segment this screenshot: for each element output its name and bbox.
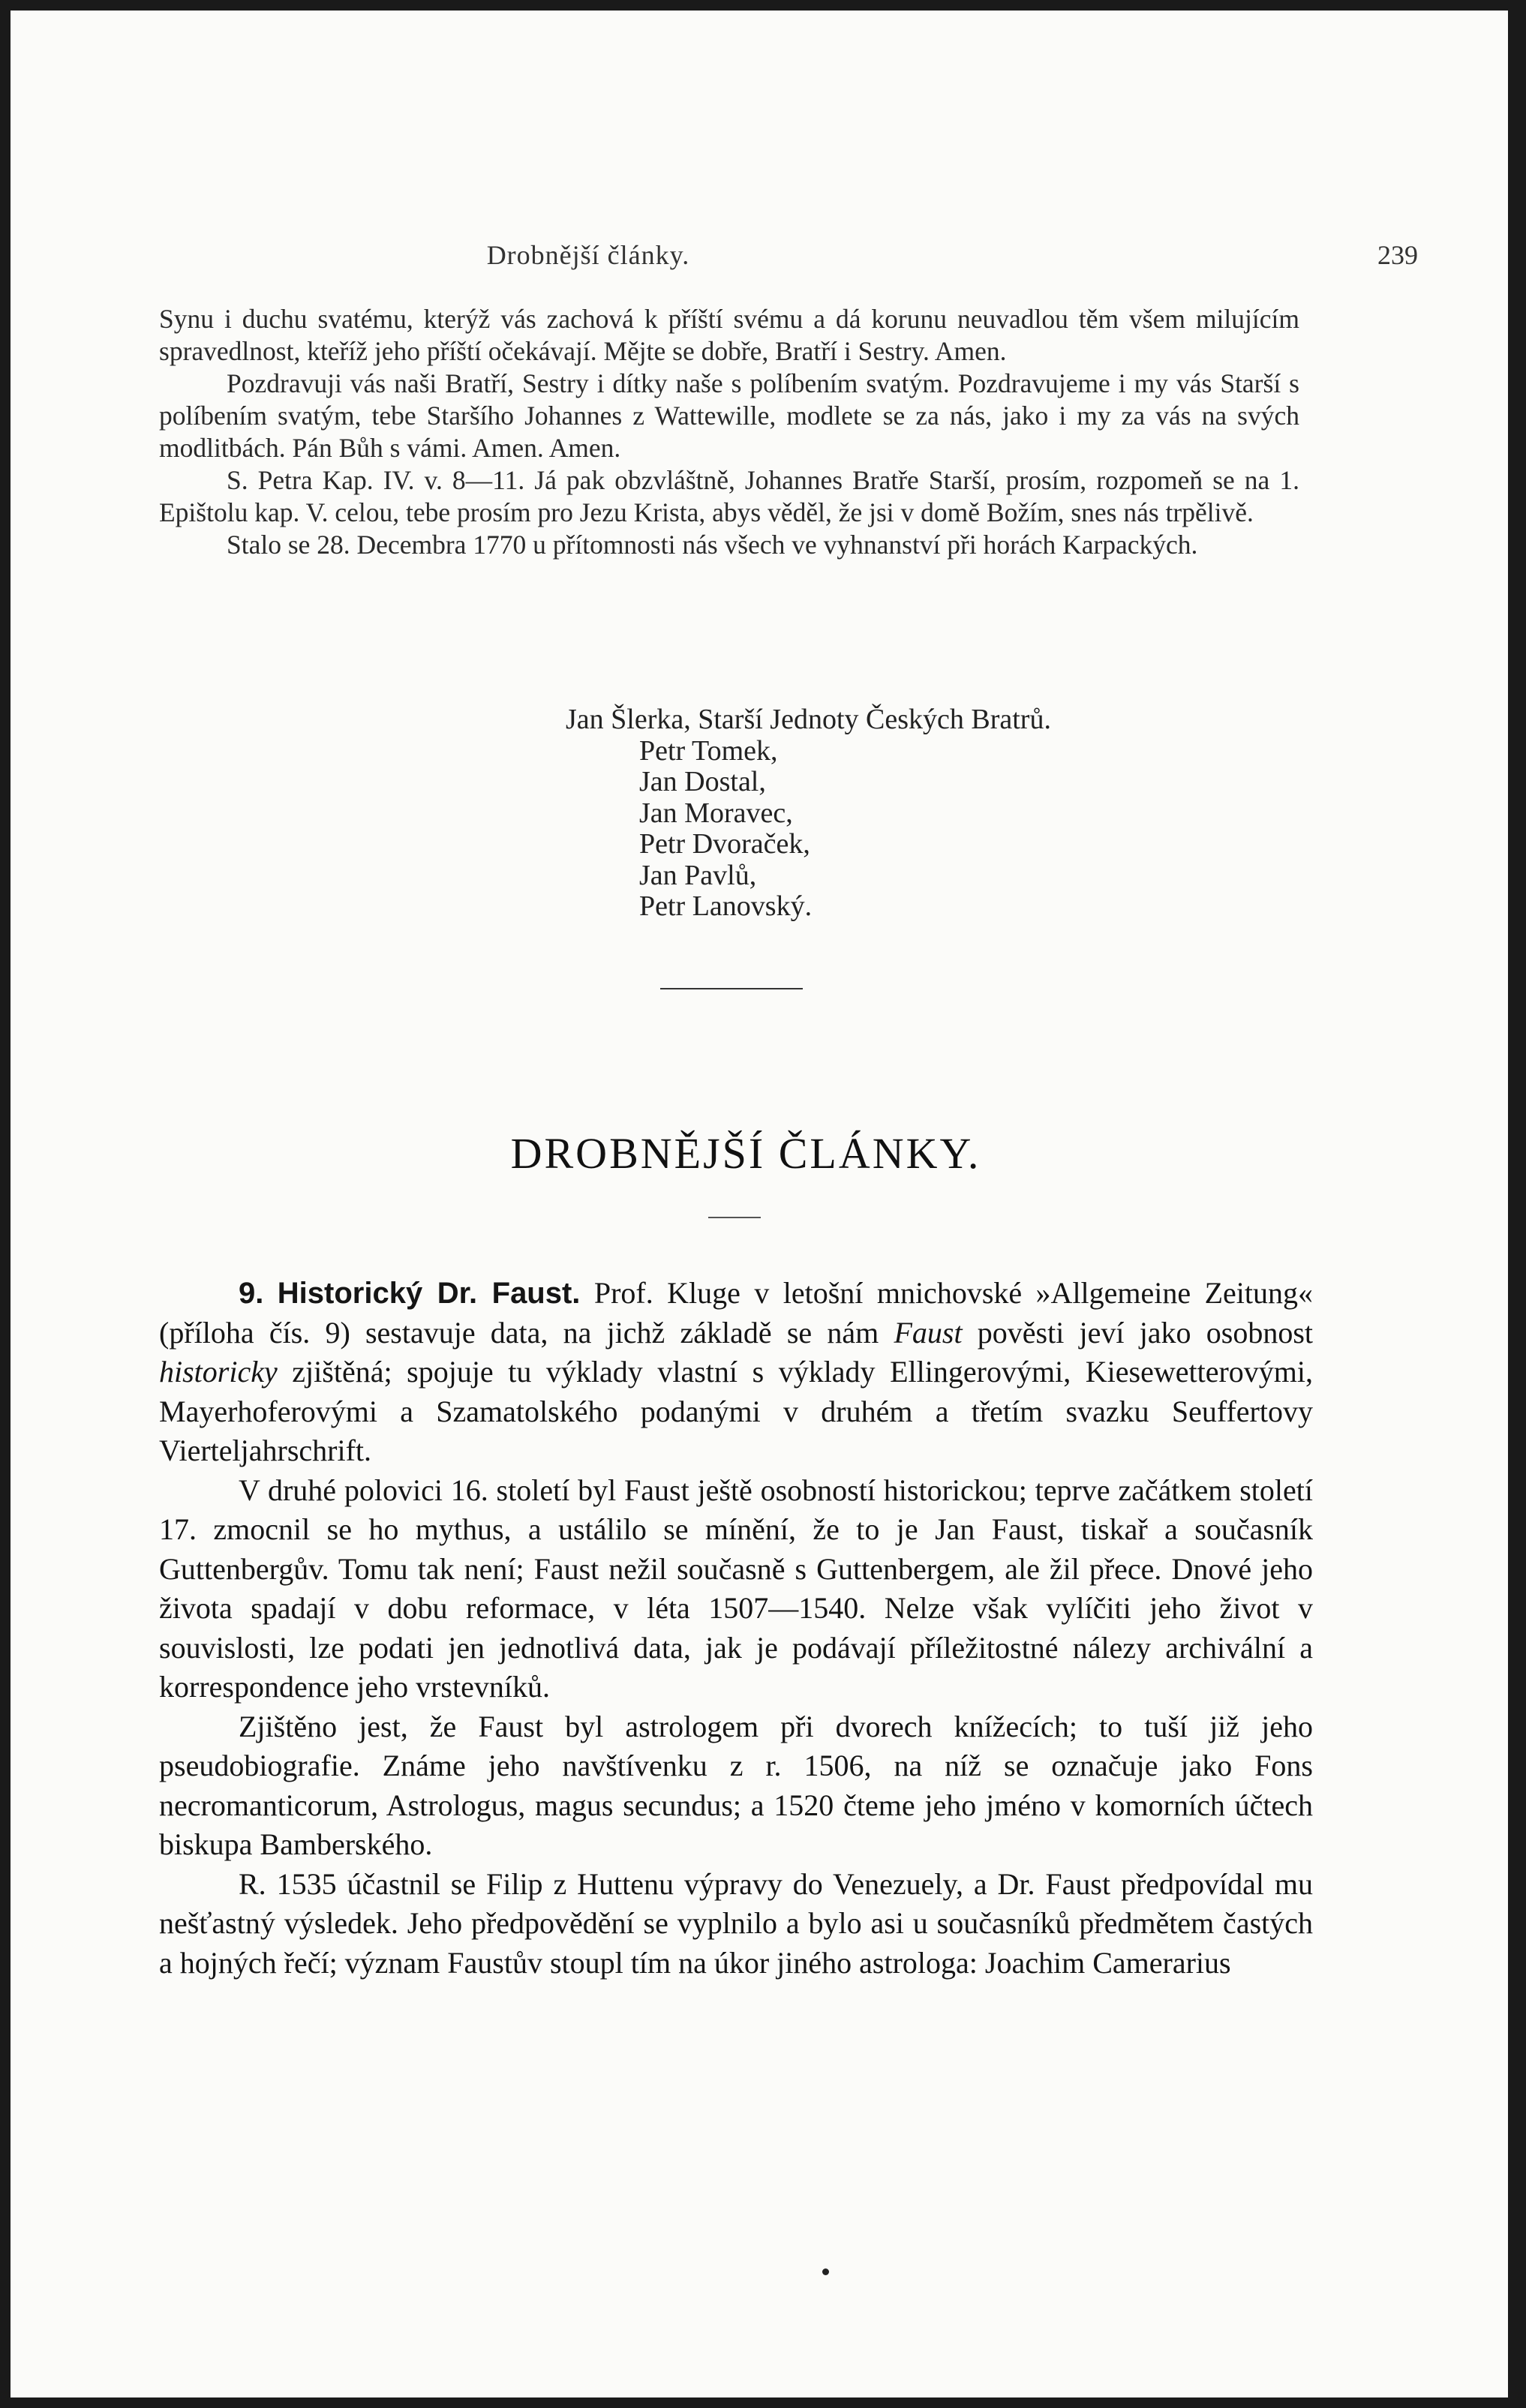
letter-paragraph: Stalo se 28. Decembra 1770 u přítomnosti nás všech ve vyhnanství při horách Karpackých. — [227, 530, 1198, 560]
divider-rule-short — [708, 1217, 761, 1218]
letter-text — [159, 303, 1299, 561]
article-title: Historický Dr. Faust. — [277, 1277, 581, 1310]
page-number: 239 — [1377, 240, 1418, 270]
article-body — [159, 1274, 1313, 1983]
signature-line: Jan Šlerka, Starší Jednoty Českých Bratrů. — [566, 704, 1051, 735]
letter-paragraph: Synu i duchu svatému, kterýž vás zachová k příští svému a dá korunu neuvadlou těm všem milujícím spravedlnost, kteříž jeho příští očekávají. Mějte se dobře, Bratří i Sestry. Amen. — [159, 304, 1299, 366]
article-paragraph: V druhé polovici 16. století byl Faust ještě osobností historickou; teprve začátkem století 17. zmocnil se ho mythus, a ustálilo se mínění, že to je Jan Faust, tiskař a současník Guttenbergův. Tomu tak není; Faust nežil současně s Guttenbergem, ale žil přece. Dnové jeho života spadají v dobu reformace, v léta 1507—1540. Nelze však vylíčiti jeho život v souvislosti, lze podati jen jednotlivá data, jak je podávají příležitostné nálezy archivální a korrespondence jeho vrstevníků. — [159, 1473, 1313, 1704]
article-intro-text: pověsti jeví jako osobnost — [962, 1315, 1314, 1350]
signature-block — [566, 704, 1051, 923]
divider-rule — [660, 988, 803, 989]
article-paragraph — [159, 1274, 1313, 1471]
scanned-page — [11, 11, 1508, 2397]
signature-line: Jan Dostal, — [639, 766, 766, 797]
signature-line: Petr Lanovský. — [639, 890, 813, 922]
article-intro-text: Prof. Kluge v letošní mnichovské »Allgemeine Zeitung« (příloha čís. 9) sestavuje data, na jichž základě se nám — [159, 1276, 1313, 1350]
article-number: 9. — [239, 1277, 264, 1310]
article-paragraph: R. 1535 účastnil se Filip z Huttenu výpravy do Venezuely, a Dr. Faust předpovídal mu nešťastný výsledek. Jeho předpovědění se vyplnilo a bylo asi u současníků předmětem častých a hojných řečí; význam Faustův stoupl tím na úkor jiného astrologa: Joachim Camerarius — [159, 1866, 1313, 1980]
italic-term: Faust — [894, 1315, 963, 1350]
signature-line: Petr Dvoraček, — [639, 828, 810, 860]
article-intro-text: zjištěná; spojuje tu výklady vlastní s výklady Ellingerovými, Kiesewetterovými, Mayerhoferovými a Szamatolského podanými v druhém a třetím svazku Seuffertovy Vierteljahrschrift. — [159, 1355, 1313, 1467]
section-heading: DROBNĚJŠÍ ČLÁNKY. — [510, 1129, 981, 1178]
print-speck — [822, 2268, 829, 2275]
article-paragraph: Zjištěno jest, že Faust byl astrologem při dvorech knížecích; to tuší již jeho pseudobiografie. Známe jeho navštívenku z r. 1506, na níž se označuje jako Fons necromanticorum, Astrologus, magus secundus; a 1520 čteme jeho jméno v komorních účtech biskupa Bamberského. — [159, 1709, 1313, 1861]
running-header-title: Drobnější články. — [486, 240, 690, 270]
letter-paragraph: Pozdravuji vás naši Bratří, Sestry i dítky naše s políbením svatým. Pozdravujeme i my vás Starší s políbením svatým, tebe Staršího Johannes z Wattewille, modlete se za nás, jako i my za vás na svých modlitbách. Pán Bůh s vámi. Amen. Amen. — [159, 368, 1299, 463]
signature-line: Jan Moravec, — [639, 797, 793, 829]
italic-term: historicky — [159, 1355, 278, 1389]
letter-paragraph: S. Petra Kap. IV. v. 8—11. Já pak obzvláštně, Johannes Bratře Starší, prosím, rozpomeň se na 1. Epištolu kap. V. celou, tebe prosím pro Jezu Krista, abys věděl, že jsi v domě Božím, snes nás trpělivě. — [159, 465, 1299, 527]
signature-line: Petr Tomek, — [639, 734, 778, 767]
signature-line: Jan Pavlů, — [639, 859, 757, 891]
